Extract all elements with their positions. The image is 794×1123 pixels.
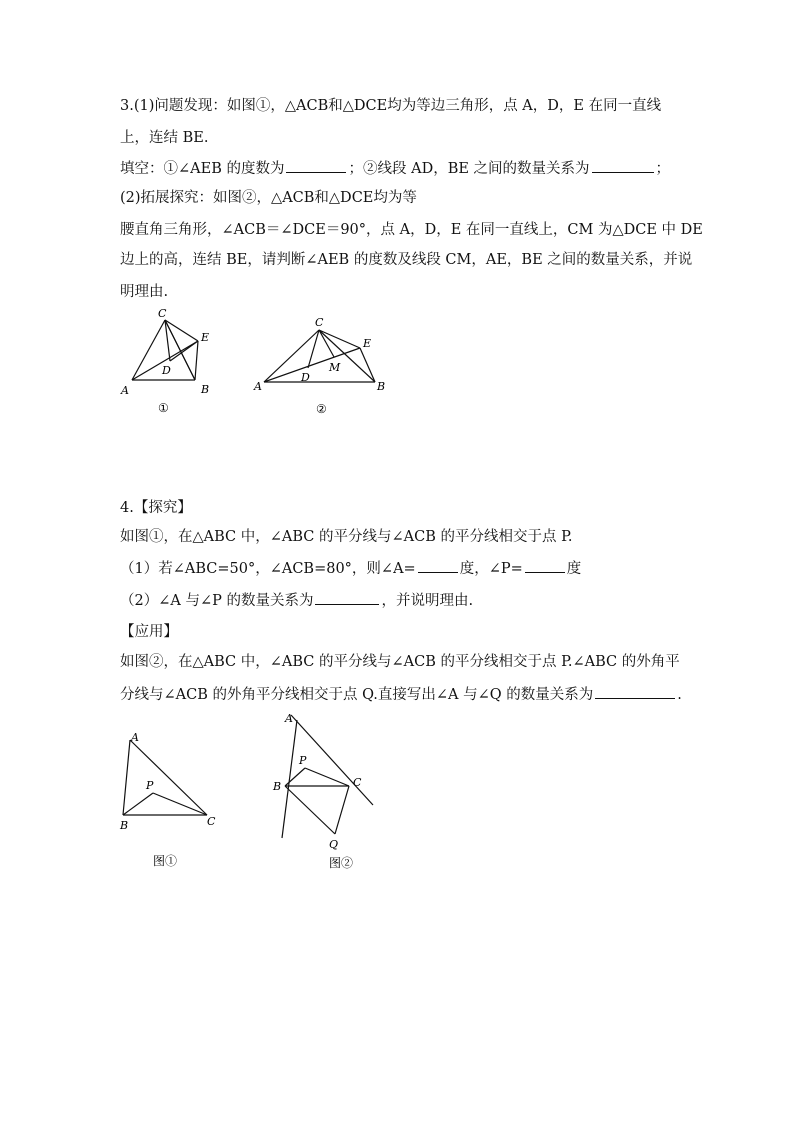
p4-q1-prefix: （1）若∠ABC=50°，∠ACB=80°，则∠A= xyxy=(120,561,416,577)
p3-figure-1 xyxy=(110,305,220,420)
p4f2-label-b: B xyxy=(273,780,282,793)
p3-line6: 边上的高，连结 BE，请判断∠AEB 的度数及线段 CM，AE，BE 之间的数量关系，并说 xyxy=(120,252,693,268)
p3f2-label-e: E xyxy=(363,337,372,350)
p3-fill-end: ； xyxy=(655,161,671,177)
blank-a-q-relation[interactable] xyxy=(595,684,675,699)
p4-q1-mid: 度，∠P= xyxy=(459,561,523,577)
p4-q1-end: 度 xyxy=(566,561,582,577)
p4f2-label-q: Q xyxy=(329,838,339,851)
blank-angle-a[interactable] xyxy=(418,558,458,573)
p3-line1: 3.(1)问题发现：如图①，△ACB和△DCE均为等边三角形，点 A，D，E 在同一直线 xyxy=(120,98,662,114)
p4-line3 xyxy=(120,558,581,579)
p4f2-label-a: A xyxy=(285,712,293,725)
p4-line6: 如图②，在△ABC 中，∠ABC 的平分线与∠ACB 的平分线相交于点 P.∠ABC 的外角平 xyxy=(120,654,680,670)
p3f1-caption: ① xyxy=(158,401,169,415)
p3f1-label-a: A xyxy=(121,384,129,397)
p4-q2-end: ，并说明理由. xyxy=(381,593,474,609)
p4f1-caption: 图① xyxy=(153,854,178,868)
p4-q2-prefix: （2）∠A 与∠P 的数量关系为 xyxy=(120,593,314,609)
p4f2-caption: 图② xyxy=(329,856,354,870)
p4f1-label-a: A xyxy=(131,731,139,744)
blank-aeb-angle[interactable] xyxy=(286,158,346,173)
p3-line3 xyxy=(120,158,670,179)
p4-app-prefix: 分线与∠ACB 的外角平分线相交于点 Q.直接写出∠A 与∠Q 的数量关系为 xyxy=(120,687,594,703)
p3-line4: (2)拓展探究：如图②，△ACB和△DCE均为等 xyxy=(120,190,417,206)
p3-line5: 腰直角三角形，∠ACB＝∠DCE＝90°，点 A，D，E 在同一直线上，CM 为△DCE 中 DE xyxy=(120,222,703,238)
p4-line4 xyxy=(120,590,473,611)
p3f2-caption: ② xyxy=(316,402,327,416)
p3f1-label-b: B xyxy=(201,383,210,396)
p4-figure-1 xyxy=(115,725,225,875)
p3-fill-prefix: 填空：①∠AEB 的度数为 xyxy=(120,161,285,177)
p3-figure-2 xyxy=(250,310,400,420)
p4-line7 xyxy=(120,684,682,705)
p3f2-label-a: A xyxy=(254,380,262,393)
p3f2-label-d: D xyxy=(301,371,310,384)
p4f2-label-c: C xyxy=(353,776,362,789)
p3-line2: 上，连结 BE. xyxy=(120,130,209,146)
p3f2-label-c: C xyxy=(315,316,324,329)
blank-angle-p[interactable] xyxy=(525,558,565,573)
p4f1-label-p: P xyxy=(146,779,154,792)
p3f1-label-d: D xyxy=(162,364,171,377)
p4-app-end: . xyxy=(677,687,682,703)
p4-line1: 4.【探究】 xyxy=(120,500,192,516)
blank-a-p-relation[interactable] xyxy=(315,590,379,605)
p3f1-label-e: E xyxy=(201,331,210,344)
p4f1-label-c: C xyxy=(207,815,216,828)
p3f2-label-m: M xyxy=(329,361,341,374)
p3-line7: 明理由. xyxy=(120,284,169,300)
p4-line2: 如图①，在△ABC 中，∠ABC 的平分线与∠ACB 的平分线相交于点 P. xyxy=(120,529,573,545)
p3f2-label-b: B xyxy=(377,380,386,393)
blank-ad-be-relation[interactable] xyxy=(592,158,654,173)
p3-fill-mid: ；②线段 AD，BE 之间的数量关系为 xyxy=(348,161,590,177)
p4f2-label-p: P xyxy=(299,754,307,767)
p3f1-label-c: C xyxy=(158,307,167,320)
p4-figure-2 xyxy=(265,710,385,875)
p4f1-label-b: B xyxy=(120,819,129,832)
p4-line5: 【应用】 xyxy=(120,624,178,640)
